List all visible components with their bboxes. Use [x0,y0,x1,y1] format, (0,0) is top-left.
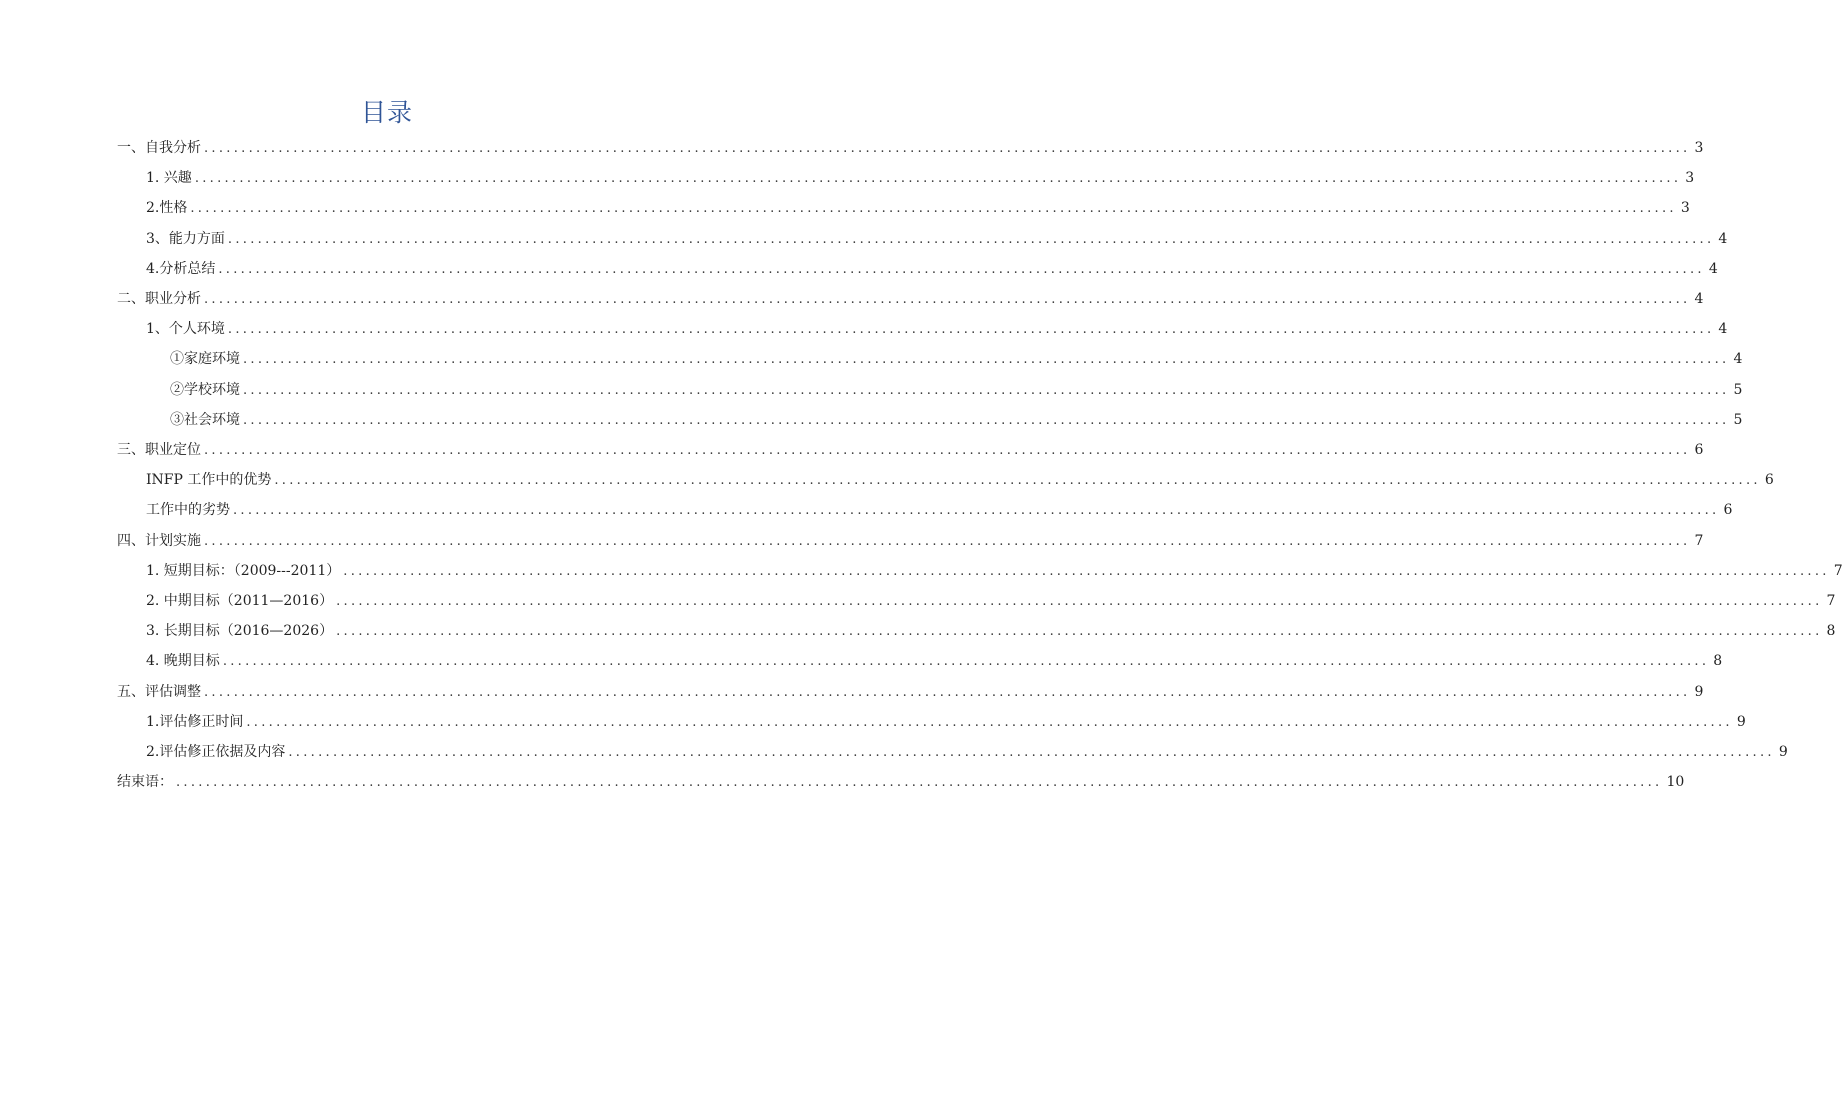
toc-entry-label: 工作中的劣势 [146,502,230,518]
toc-entry-label: ②学校环境 [170,382,240,398]
toc-dot-leader: ........................................................................................................................................................................................................ [194,171,1682,186]
toc-entry[interactable] [146,711,1746,733]
toc-title: 目录 [360,98,413,127]
toc-page-number: 3 [1694,140,1704,156]
toc-page-number: 3 [1685,170,1695,186]
toc-page-number: 3 [1680,200,1690,216]
toc-entry[interactable] [146,318,1728,340]
toc-entry-label: 1. 兴趣 [146,170,192,186]
toc-entry-label: INFP 工作中的优势 [146,472,272,488]
toc-page-number: 7 [1826,593,1836,609]
toc-page-number: 9 [1694,684,1704,700]
toc-dot-leader: ........................................................................................................................................................................................................ [227,232,1715,247]
toc-entry-label: ③社会环境 [170,412,240,428]
toc-entry[interactable] [170,409,1743,431]
toc-page-number: 6 [1723,502,1733,518]
toc-dot-leader: ........................................................................................................................................................................................................ [204,292,1691,307]
toc-dot-leader: ........................................................................................................................................................................................................ [274,473,1761,488]
toc-page-number: 6 [1694,442,1704,458]
toc-entry-label: 3. 长期目标（2016—2026） [146,623,334,639]
toc-entry[interactable] [117,439,1704,461]
toc-entry-label: 1. 短期目标：（2009---2011） [146,563,341,579]
toc-dot-leader: ........................................................................................................................................................................................................ [243,352,1730,367]
toc-entry[interactable] [146,590,1836,612]
toc-entry-label: 4. 晚期目标 [146,653,220,669]
toc-dot-leader: ........................................................................................................................................................................................................ [243,383,1730,398]
toc-page-number: 4 [1733,351,1743,367]
toc-dot-leader: ........................................................................................................................................................................................................ [227,322,1715,337]
toc-page-number: 7 [1833,563,1843,579]
toc-entry-label: 结束语： [117,774,173,790]
toc-entry-label: 2. 中期目标（2011—2016） [146,593,334,609]
toc-page-number: 8 [1826,623,1836,639]
toc-entry[interactable] [146,499,1733,521]
toc-entry-label: 2.性格 [146,200,188,216]
toc-entry[interactable] [170,379,1743,401]
toc-page-number: 4 [1708,261,1718,277]
toc-dot-leader: ........................................................................................................................................................................................................ [336,594,1823,609]
toc-entry-label: ①家庭环境 [170,351,240,367]
toc-dot-leader: ........................................................................................................................................................................................................ [190,201,1677,216]
toc-page-number: 9 [1736,714,1746,730]
toc-dot-leader: ........................................................................................................................................................................................................ [233,503,1720,518]
toc-entry[interactable] [146,469,1774,491]
toc-entry[interactable] [146,650,1723,672]
toc-page-number: 4 [1718,231,1728,247]
toc-entry[interactable] [117,288,1704,310]
toc-dot-leader: ........................................................................................................................................................................................................ [246,715,1733,730]
toc-dot-leader: ........................................................................................................................................................................................................ [204,685,1691,700]
toc-entry[interactable] [146,228,1728,250]
toc-dot-leader: ........................................................................................................................................................................................................ [222,654,1710,669]
toc-page-number: 5 [1733,382,1743,398]
toc-entry-label: 四、计划实施 [117,533,201,549]
toc-page-number: 8 [1713,653,1723,669]
toc-entry-label: 3、能力方面 [146,231,225,247]
toc-entry[interactable] [117,681,1704,703]
toc-entry-label: 一、自我分析 [117,140,201,156]
toc-page-number: 10 [1666,774,1685,790]
toc-dot-leader: ........................................................................................................................................................................................................ [243,413,1730,428]
toc-entry-label: 三、职业定位 [117,442,201,458]
toc-entry[interactable] [146,560,1843,582]
toc-entry[interactable] [117,137,1704,159]
toc-page-number: 4 [1718,321,1728,337]
toc-entry[interactable] [146,620,1836,642]
toc-dot-leader: ........................................................................................................................................................................................................ [288,745,1775,760]
toc-entry[interactable] [146,197,1690,219]
toc-dot-leader: ........................................................................................................................................................................................................ [218,262,1705,277]
toc-entry-label: 五、评估调整 [117,684,201,700]
toc-dot-leader: ........................................................................................................................................................................................................ [343,564,1830,579]
toc-page-number: 9 [1778,744,1788,760]
toc-page-number: 5 [1733,412,1743,428]
toc-entry[interactable] [146,741,1788,763]
toc-entry-label: 1.评估修正时间 [146,714,244,730]
toc-entry[interactable] [117,771,1685,793]
toc-dot-leader: ........................................................................................................................................................................................................ [336,624,1823,639]
toc-entry[interactable] [146,258,1718,280]
toc-page-number: 4 [1694,291,1704,307]
toc-entry-label: 2.评估修正依据及内容 [146,744,286,760]
toc-dot-leader: ........................................................................................................................................................................................................ [176,775,1663,790]
toc-entry[interactable] [117,530,1704,552]
toc-entry-label: 4.分析总结 [146,261,216,277]
toc-page-number: 6 [1764,472,1774,488]
toc-dot-leader: ........................................................................................................................................................................................................ [204,534,1691,549]
toc-page-number: 7 [1694,533,1704,549]
toc-entry-label: 二、职业分析 [117,291,201,307]
toc-entry[interactable] [170,348,1743,370]
toc-entry[interactable] [146,167,1695,189]
toc-dot-leader: ........................................................................................................................................................................................................ [204,141,1691,156]
toc-dot-leader: ........................................................................................................................................................................................................ [204,443,1691,458]
toc-entry-label: 1、个人环境 [146,321,225,337]
